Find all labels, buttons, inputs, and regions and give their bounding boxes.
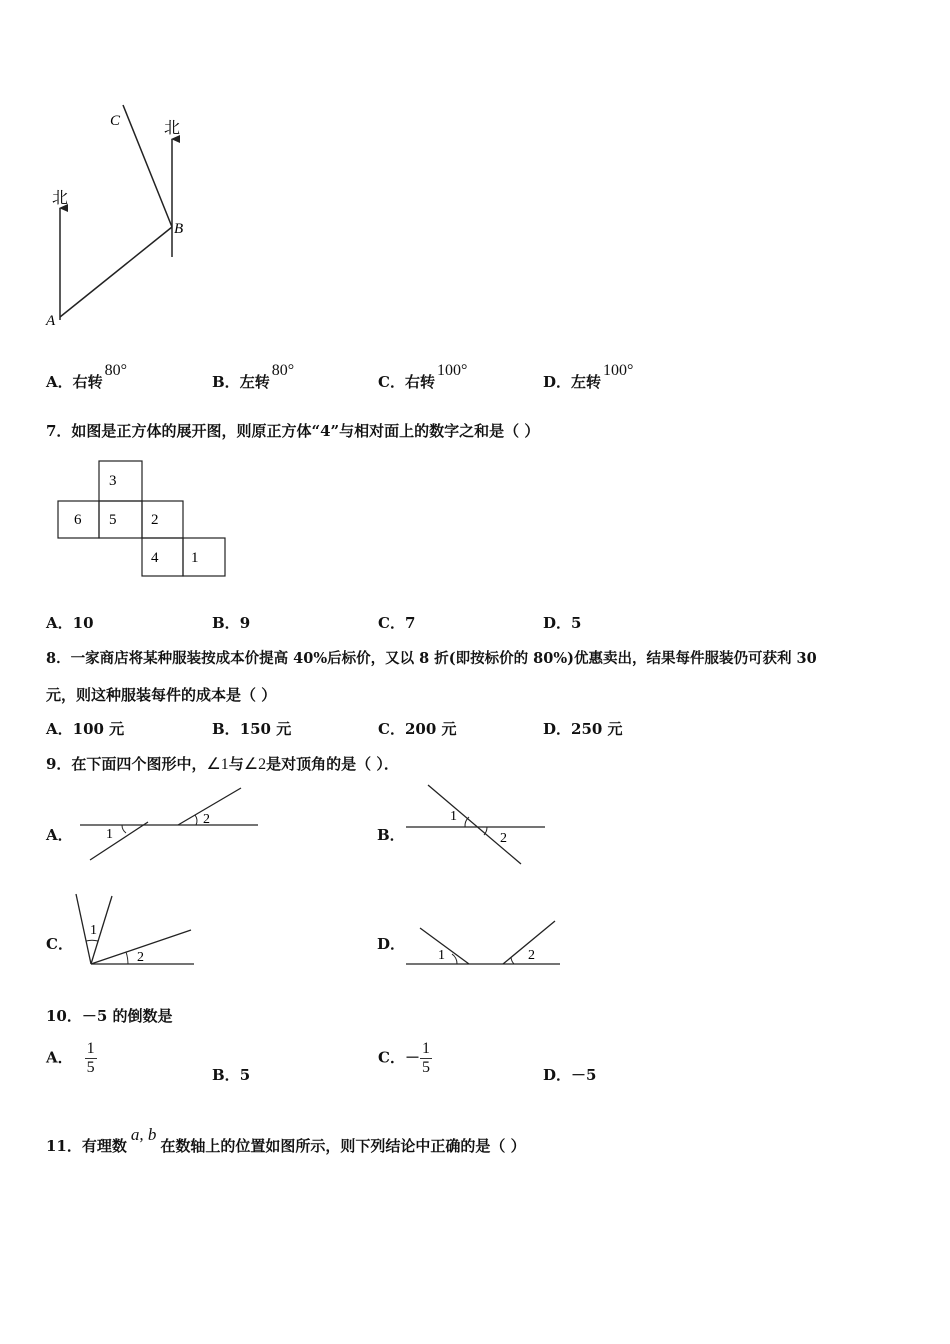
- q6-option-c[interactable]: C．右转100°: [378, 362, 468, 391]
- angle-label-1: 1: [438, 948, 445, 963]
- angle-label-1: 1: [450, 809, 457, 824]
- q10-option-d[interactable]: D．－5: [543, 1066, 597, 1084]
- net-cell-3: 3: [109, 473, 117, 489]
- label-c: C: [110, 113, 121, 129]
- q9-option-a[interactable]: A．: [46, 826, 73, 844]
- q8-question-line2: 元，则这种服装每件的成本是（ ）: [46, 686, 277, 704]
- q9-option-b[interactable]: B．: [377, 826, 405, 844]
- q10-option-a[interactable]: A． $\frac{1}{5}$: [46, 1040, 95, 1076]
- q7-question: 7．如图是正方体的展开图，则原正方体“4”与相对面上的数字之和是（ ）: [46, 422, 540, 440]
- q8-option-d[interactable]: D．250 元: [543, 720, 623, 738]
- net-cell-6: 6: [74, 512, 82, 528]
- q10-option-c[interactable]: C．－ $\frac{1}{5}$: [378, 1040, 430, 1076]
- angle-label-1: 1: [106, 827, 113, 842]
- q7-option-c[interactable]: C．7: [378, 614, 416, 632]
- q10-option-b[interactable]: B．5: [212, 1066, 251, 1084]
- q7-option-d[interactable]: D．5: [543, 614, 582, 632]
- q8-option-b[interactable]: B．150 元: [212, 720, 292, 738]
- q6-option-b[interactable]: B．左转80°: [212, 362, 295, 391]
- q9-question: 9．在下面四个图形中，∠1与∠2是对顶角的是（ ）．: [46, 755, 399, 773]
- q7-cube-net: [55, 458, 235, 582]
- segment-ab: [60, 227, 172, 317]
- q8-question-line1: 8．一家商店将某种服装按成本价提高 40%后标价，又以 8 折(即按标价的 80%)优惠卖出，结果每件服装仍可获利 30: [46, 650, 817, 667]
- angle-label-1: 1: [90, 923, 97, 938]
- variables-ab: a, b: [130, 1125, 157, 1144]
- fraction: $\frac{1}{5}$: [86, 1040, 95, 1076]
- q11-question: 11．有理数a, b在数轴上的位置如图所示，则下列结论中正确的是（ ）: [46, 1125, 526, 1155]
- angle-label-2: 2: [500, 831, 507, 846]
- angle-label-2: 2: [203, 812, 210, 827]
- q6-option-d[interactable]: D．左转100°: [543, 362, 634, 391]
- q9-option-d[interactable]: D．: [377, 935, 406, 953]
- q9-figure-d[interactable]: [402, 916, 564, 970]
- q10-question: 10．－5 的倒数是: [46, 1007, 173, 1025]
- north-label-a: 北: [52, 190, 69, 207]
- net-cell-4: 4: [151, 550, 159, 566]
- q9-option-c[interactable]: C．: [46, 935, 73, 953]
- net-cell-5: 5: [109, 512, 117, 528]
- q8-option-c[interactable]: C．200 元: [378, 720, 457, 738]
- label-a: A: [46, 313, 56, 329]
- q6-option-a[interactable]: A．右转80°: [46, 362, 128, 391]
- q7-option-b[interactable]: B．9: [212, 614, 251, 632]
- q9-figure-b[interactable]: [402, 782, 552, 868]
- q7-option-a[interactable]: A．10: [46, 614, 94, 632]
- q8-option-a[interactable]: A．100 元: [46, 720, 125, 738]
- label-b: B: [174, 221, 184, 237]
- fraction: $\frac{1}{5}$: [421, 1040, 430, 1076]
- angle-label-2: 2: [528, 948, 535, 963]
- net-cell-2: 2: [151, 512, 159, 528]
- angle-label-2: 2: [137, 950, 144, 965]
- q9-figure-a[interactable]: [78, 784, 263, 864]
- net-cell-1: 1: [191, 550, 199, 566]
- q6-direction-figure: [40, 95, 210, 335]
- north-label-b: 北: [164, 120, 181, 137]
- q9-figure-c[interactable]: [70, 888, 200, 970]
